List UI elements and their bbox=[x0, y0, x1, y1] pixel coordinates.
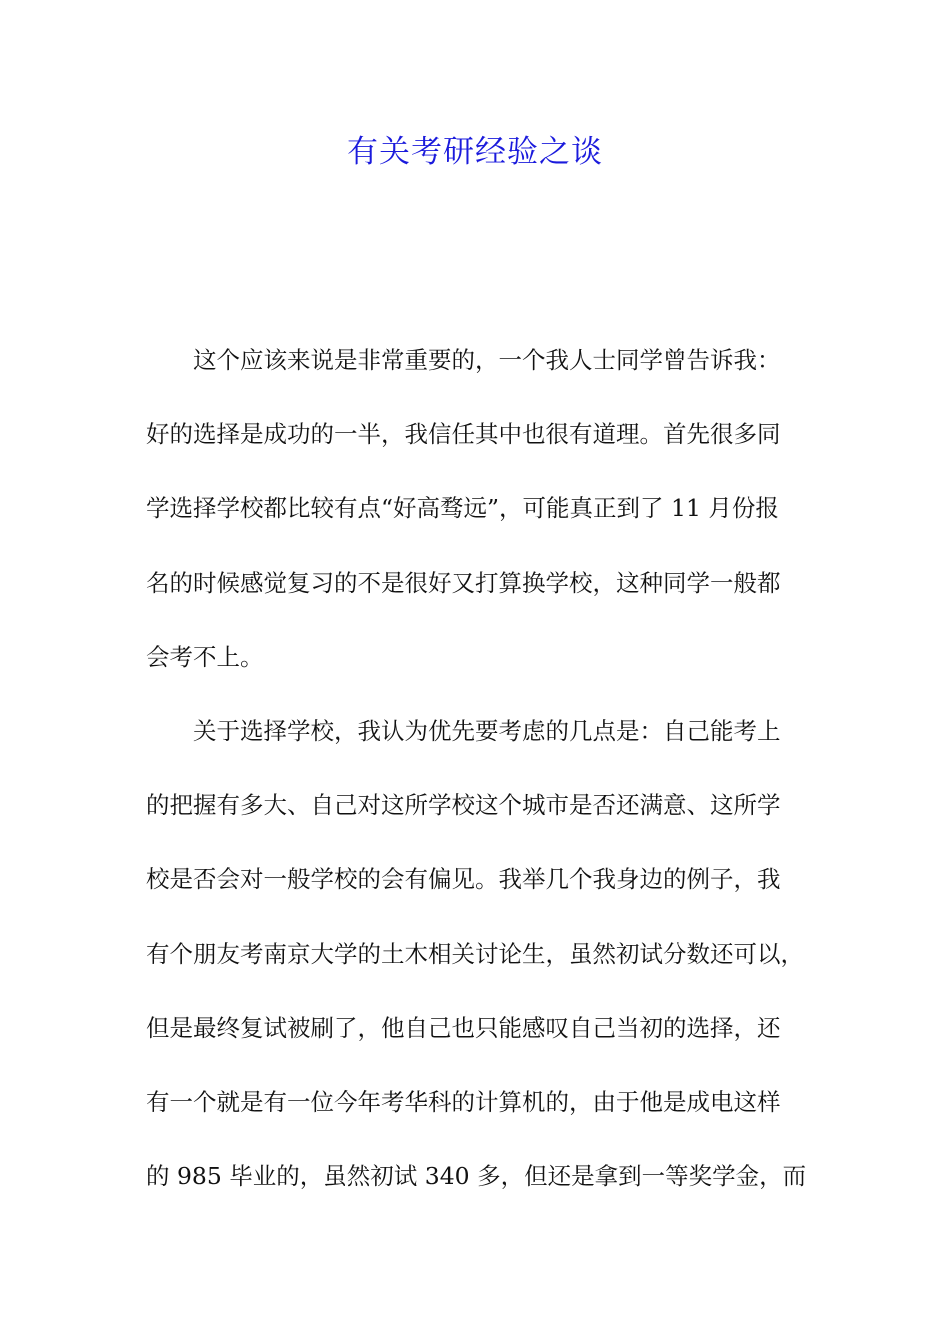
paragraph-2-line-5: 但是最终复试被刷了，他自己也只能感叹自己当初的选择，还 bbox=[146, 1013, 781, 1042]
paragraph-2-line-2: 的把握有多大、自己对这所学校这个城市是否还满意、这所学 bbox=[146, 791, 781, 820]
paragraph-2-line-1: 关于选择学校，我认为优先要考虑的几点是：自己能考上 bbox=[193, 716, 781, 745]
paragraph-1-line-1: 这个应该来说是非常重要的，一个我人士同学曾告诉我： bbox=[193, 346, 781, 374]
paragraph-2-line-3: 校是否会对一般学校的会有偏见。我举几个我身边的例子，我 bbox=[146, 865, 781, 894]
paragraph-1-line-2: 好的选择是成功的一半，我信任其中也很有道理。首先很多同 bbox=[146, 420, 781, 449]
paragraph-2-line-4: 有个朋友考南京大学的土木相关讨论生，虽然初试分数还可以， bbox=[146, 939, 804, 968]
paragraph-1-line-3: 学选择学校都比较有点“好高骛远”，可能真正到了 11 月份报 bbox=[146, 494, 779, 523]
paragraph-1-line-4: 名的时候感觉复习的不是很好又打算换学校，这种同学一般都 bbox=[146, 568, 781, 597]
paragraph-2-line-7: 的 985 毕业的，虽然初试 340 多，但还是拿到一等奖学金，而 bbox=[146, 1162, 807, 1191]
document-title: 有关考研经验之谈 bbox=[347, 134, 603, 170]
document-body bbox=[146, 334, 826, 1224]
paragraph-1-line-5: 会考不上。 bbox=[146, 642, 264, 671]
paragraph-2-line-6: 有一个就是有一位今年考华科的计算机的，由于他是成电这样 bbox=[146, 1087, 781, 1116]
